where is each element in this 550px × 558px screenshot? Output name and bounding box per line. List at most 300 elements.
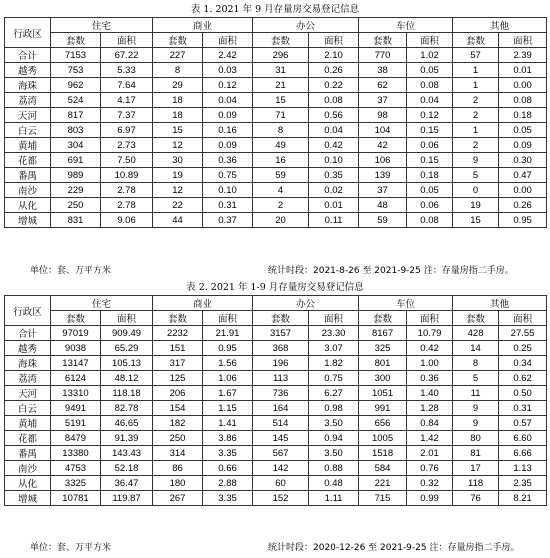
value-cell: 656 [359,416,407,431]
value-cell: 691 [51,153,101,168]
value-cell: 0.09 [203,108,253,123]
group-header-office: 办公 [253,18,359,33]
value-cell: 139 [359,168,407,183]
value-cell: 60 [253,476,309,491]
value-cell: 31 [253,63,309,78]
value-cell: 7153 [51,48,101,63]
value-cell: 5.33 [101,63,153,78]
value-cell: 82.78 [101,401,153,416]
value-cell: 8 [153,63,203,78]
value-cell: 59 [359,213,407,228]
value-cell: 104 [359,123,407,138]
value-cell: 9038 [51,341,101,356]
value-cell: 0.09 [203,138,253,153]
value-cell: 13147 [51,356,101,371]
value-cell: 29 [153,78,203,93]
district-cell: 天河 [5,108,51,123]
value-cell: 1005 [359,431,407,446]
value-cell: 317 [153,356,203,371]
value-cell: 1 [453,78,499,93]
value-cell: 113 [253,371,309,386]
district-cell: 南沙 [5,183,51,198]
district-cell: 白云 [5,401,51,416]
value-cell: 0.12 [407,108,453,123]
table-row [5,491,547,506]
value-cell: 0.01 [499,63,547,78]
value-cell: 97019 [51,326,101,341]
value-cell: 250 [153,431,203,446]
value-cell: 1.40 [407,386,453,401]
value-cell: 14 [453,341,499,356]
value-cell: 1 [453,123,499,138]
value-cell: 37 [359,183,407,198]
value-cell: 44 [153,213,203,228]
value-cell: 1.82 [309,356,359,371]
value-cell: 0.75 [309,371,359,386]
group-header-other: 其他 [453,296,547,311]
table-row [5,198,547,213]
value-cell: 2.42 [203,48,253,63]
value-cell: 1051 [359,386,407,401]
value-cell: 0.05 [499,123,547,138]
value-cell: 2.35 [499,476,547,491]
district-cell: 越秀 [5,63,51,78]
value-cell: 37 [359,93,407,108]
value-cell: 86 [153,461,203,476]
value-cell: 0.34 [499,356,547,371]
value-cell: 142 [253,461,309,476]
value-cell: 0.05 [407,63,453,78]
value-cell: 0.48 [309,476,359,491]
value-cell: 4753 [51,461,101,476]
value-cell: 0.32 [407,476,453,491]
sub-header-area: 面积 [499,33,547,48]
value-cell: 2.88 [203,476,253,491]
sub-header-area: 面积 [309,33,359,48]
district-cell: 从化 [5,198,51,213]
value-cell: 0.06 [407,198,453,213]
group-header-residential: 住宅 [51,296,153,311]
table2-period-note: 统计时段：2020-12-26 至 2021-9-25 注：存量房指二手房。 [268,543,520,553]
value-cell: 0.08 [407,213,453,228]
group-header-office: 办公 [253,296,359,311]
value-cell: 15 [153,123,203,138]
value-cell: 10781 [51,491,101,506]
value-cell: 91.39 [101,431,153,446]
value-cell: 7.50 [101,153,153,168]
value-cell: 2.73 [101,138,153,153]
value-cell: 0.11 [309,213,359,228]
value-cell: 9 [453,401,499,416]
value-cell: 15 [253,93,309,108]
district-cell: 荔湾 [5,371,51,386]
sub-header-area: 面积 [407,311,453,326]
value-cell: 71 [253,108,309,123]
value-cell: 21 [253,78,309,93]
value-cell: 30 [153,153,203,168]
value-cell: 125 [153,371,203,386]
district-cell: 花都 [5,153,51,168]
value-cell: 801 [359,356,407,371]
district-cell: 白云 [5,123,51,138]
value-cell: 6.60 [499,431,547,446]
value-cell: 0.30 [499,153,547,168]
value-cell: 1.42 [407,431,453,446]
value-cell: 0.05 [407,183,453,198]
value-cell: 770 [359,48,407,63]
value-cell: 227 [153,48,203,63]
value-cell: 164 [253,401,309,416]
value-cell: 0.08 [407,78,453,93]
value-cell: 152 [253,491,309,506]
district-cell: 增城 [5,491,51,506]
value-cell: 182 [153,416,203,431]
value-cell: 0.22 [309,78,359,93]
district-cell: 从化 [5,476,51,491]
value-cell: 0.12 [203,78,253,93]
sub-header-count: 套数 [153,311,203,326]
value-cell: 6.66 [499,446,547,461]
value-cell: 0.26 [309,63,359,78]
value-cell: 3.35 [203,491,253,506]
group-header-parking: 车位 [359,296,453,311]
value-cell: 151 [153,341,203,356]
table-row [5,386,547,401]
district-cell: 番禺 [5,168,51,183]
district-cell: 花都 [5,431,51,446]
value-cell: 206 [153,386,203,401]
value-cell: 6124 [51,371,101,386]
district-cell: 天河 [5,386,51,401]
table-row [5,138,547,153]
value-cell: 12 [153,138,203,153]
value-cell: 5 [453,371,499,386]
value-cell: 67.22 [101,48,153,63]
value-cell: 9491 [51,401,101,416]
table1 [4,17,547,228]
district-cell: 海珠 [5,78,51,93]
value-cell: 0.00 [499,183,547,198]
table2-footnote [0,541,550,555]
value-cell: 3.35 [203,446,253,461]
value-cell: 229 [51,183,101,198]
value-cell: 0.01 [309,198,359,213]
value-cell: 46.65 [101,416,153,431]
sub-header-count: 套数 [253,311,309,326]
value-cell: 2.78 [101,183,153,198]
value-cell: 1 [453,63,499,78]
sub-header-count: 套数 [359,33,407,48]
value-cell: 831 [51,213,101,228]
value-cell: 989 [51,168,101,183]
value-cell: 3325 [51,476,101,491]
value-cell: 0.15 [407,123,453,138]
table-row [5,356,547,371]
value-cell: 6.27 [309,386,359,401]
district-cell: 荔湾 [5,93,51,108]
value-cell: 1.15 [203,401,253,416]
value-cell: 1.67 [203,386,253,401]
value-cell: 20 [253,213,309,228]
value-cell: 6.97 [101,123,153,138]
value-cell: 76 [453,491,499,506]
value-cell: 9 [453,416,499,431]
value-cell: 428 [453,326,499,341]
value-cell: 5 [453,168,499,183]
table1-footnote [0,264,550,278]
value-cell: 119.87 [101,491,153,506]
value-cell: 143.43 [101,446,153,461]
value-cell: 0.75 [203,168,253,183]
value-cell: 325 [359,341,407,356]
value-cell: 0.25 [499,341,547,356]
value-cell: 1.13 [499,461,547,476]
value-cell: 48 [359,198,407,213]
table-row [5,461,547,476]
value-cell: 0.47 [499,168,547,183]
value-cell: 909.49 [101,326,153,341]
value-cell: 1.41 [203,416,253,431]
value-cell: 15 [453,213,499,228]
value-cell: 3.50 [309,416,359,431]
district-cell: 南沙 [5,461,51,476]
value-cell: 715 [359,491,407,506]
value-cell: 17 [453,461,499,476]
value-cell: 368 [253,341,309,356]
sub-header-area: 面积 [203,33,253,48]
table-row [5,108,547,123]
value-cell: 0.00 [499,78,547,93]
value-cell: 3.86 [203,431,253,446]
value-cell: 0.18 [499,108,547,123]
table1-unit-note: 单位：套、万平方米 [30,266,112,276]
district-header: 行政区 [5,296,51,326]
value-cell: 0.56 [309,108,359,123]
value-cell: 0.26 [499,198,547,213]
value-cell: 23.30 [309,326,359,341]
value-cell: 567 [253,446,309,461]
value-cell: 0 [453,183,499,198]
value-cell: 0.99 [407,491,453,506]
table-row [5,213,547,228]
sub-header-area: 面积 [407,33,453,48]
value-cell: 80 [453,431,499,446]
table-row [5,446,547,461]
value-cell: 267 [153,491,203,506]
district-cell: 番禺 [5,446,51,461]
value-cell: 16 [253,153,309,168]
value-cell: 4 [253,183,309,198]
sub-header-count: 套数 [453,311,499,326]
value-cell: 0.50 [499,386,547,401]
value-cell: 0.08 [499,93,547,108]
table-row [5,63,547,78]
district-cell: 黄埔 [5,138,51,153]
value-cell: 0.02 [309,183,359,198]
value-cell: 21.91 [203,326,253,341]
value-cell: 0.35 [309,168,359,183]
value-cell: 524 [51,93,101,108]
group-header-other: 其他 [453,18,547,33]
value-cell: 1.06 [203,371,253,386]
value-cell: 98 [359,108,407,123]
table1-period-note: 统计时段：2021-8-26 至 2021-9-25 注：存量房指二手房。 [268,266,514,276]
value-cell: 0.94 [309,431,359,446]
value-cell: 736 [253,386,309,401]
district-cell: 合计 [5,326,51,341]
value-cell: 10.89 [101,168,153,183]
value-cell: 300 [359,371,407,386]
sub-header-count: 套数 [153,33,203,48]
sub-header-count: 套数 [359,311,407,326]
value-cell: 0.36 [407,371,453,386]
value-cell: 8167 [359,326,407,341]
group-header-parking: 车位 [359,18,453,33]
value-cell: 2.10 [309,48,359,63]
value-cell: 2.01 [407,446,453,461]
value-cell: 0.84 [407,416,453,431]
value-cell: 0.95 [203,341,253,356]
value-cell: 2 [253,198,309,213]
value-cell: 59 [253,168,309,183]
value-cell: 0.95 [499,213,547,228]
district-cell: 越秀 [5,341,51,356]
value-cell: 65.29 [101,341,153,356]
value-cell: 250 [51,198,101,213]
value-cell: 1518 [359,446,407,461]
value-cell: 817 [51,108,101,123]
value-cell: 9.06 [101,213,153,228]
district-cell: 增城 [5,213,51,228]
table1-title: 表 1. 2021 年 9 月存量房交易登记信息 [190,4,360,15]
value-cell: 118.18 [101,386,153,401]
sub-header-count: 套数 [253,33,309,48]
table-row [5,123,547,138]
sub-header-area: 面积 [309,311,359,326]
value-cell: 0.15 [407,153,453,168]
value-cell: 2 [453,138,499,153]
table-row [5,168,547,183]
value-cell: 0.42 [309,138,359,153]
value-cell: 8 [253,123,309,138]
value-cell: 18 [153,93,203,108]
value-cell: 1.28 [407,401,453,416]
table-row [5,93,547,108]
value-cell: 27.55 [499,326,547,341]
value-cell: 38 [359,63,407,78]
value-cell: 11 [453,386,499,401]
district-cell: 海珠 [5,356,51,371]
value-cell: 0.98 [309,401,359,416]
value-cell: 0.03 [203,63,253,78]
value-cell: 118 [453,476,499,491]
table2-unit-note: 单位：套、万平方米 [30,543,112,553]
value-cell: 1.02 [407,48,453,63]
value-cell: 991 [359,401,407,416]
value-cell: 0.57 [499,416,547,431]
value-cell: 0.10 [309,153,359,168]
table-row [5,48,547,63]
value-cell: 314 [153,446,203,461]
value-cell: 48.12 [101,371,153,386]
value-cell: 3157 [253,326,309,341]
value-cell: 0.18 [407,168,453,183]
value-cell: 13310 [51,386,101,401]
value-cell: 0.88 [309,461,359,476]
value-cell: 2.39 [499,48,547,63]
sub-header-area: 面积 [499,311,547,326]
district-header: 行政区 [5,18,51,48]
table-row [5,416,547,431]
value-cell: 180 [153,476,203,491]
value-cell: 0.66 [203,461,253,476]
value-cell: 0.62 [499,371,547,386]
value-cell: 2 [453,108,499,123]
sub-header-area: 面积 [101,311,153,326]
value-cell: 0.16 [203,123,253,138]
value-cell: 0.42 [407,341,453,356]
sub-header-area: 面积 [101,33,153,48]
value-cell: 1.00 [407,356,453,371]
table-row [5,431,547,446]
value-cell: 0.37 [203,213,253,228]
table-row [5,78,547,93]
district-cell: 黄埔 [5,416,51,431]
value-cell: 10.79 [407,326,453,341]
value-cell: 0.04 [309,123,359,138]
value-cell: 0.76 [407,461,453,476]
district-cell: 合计 [5,48,51,63]
value-cell: 5191 [51,416,101,431]
table-row [5,371,547,386]
table-row [5,326,547,341]
sub-header-count: 套数 [51,311,101,326]
table2-title: 表 2. 2021 年 1-9 月存量房交易登记信息 [186,282,364,293]
value-cell: 0.36 [203,153,253,168]
value-cell: 42 [359,138,407,153]
sub-header-area: 面积 [203,311,253,326]
value-cell: 36.47 [101,476,153,491]
value-cell: 196 [253,356,309,371]
table-row [5,341,547,356]
value-cell: 8.21 [499,491,547,506]
table-row [5,153,547,168]
value-cell: 962 [51,78,101,93]
value-cell: 13380 [51,446,101,461]
value-cell: 19 [153,168,203,183]
value-cell: 8 [453,356,499,371]
value-cell: 296 [253,48,309,63]
value-cell: 4.17 [101,93,153,108]
value-cell: 145 [253,431,309,446]
value-cell: 81 [453,446,499,461]
value-cell: 304 [51,138,101,153]
value-cell: 0.31 [499,401,547,416]
value-cell: 0.31 [203,198,253,213]
sub-header-count: 套数 [51,33,101,48]
group-header-commercial: 商业 [153,296,253,311]
value-cell: 19 [453,198,499,213]
group-header-residential: 住宅 [51,18,153,33]
value-cell: 18 [153,108,203,123]
value-cell: 8479 [51,431,101,446]
value-cell: 514 [253,416,309,431]
value-cell: 7.37 [101,108,153,123]
value-cell: 12 [153,183,203,198]
value-cell: 57 [453,48,499,63]
value-cell: 49 [253,138,309,153]
value-cell: 0.04 [407,93,453,108]
